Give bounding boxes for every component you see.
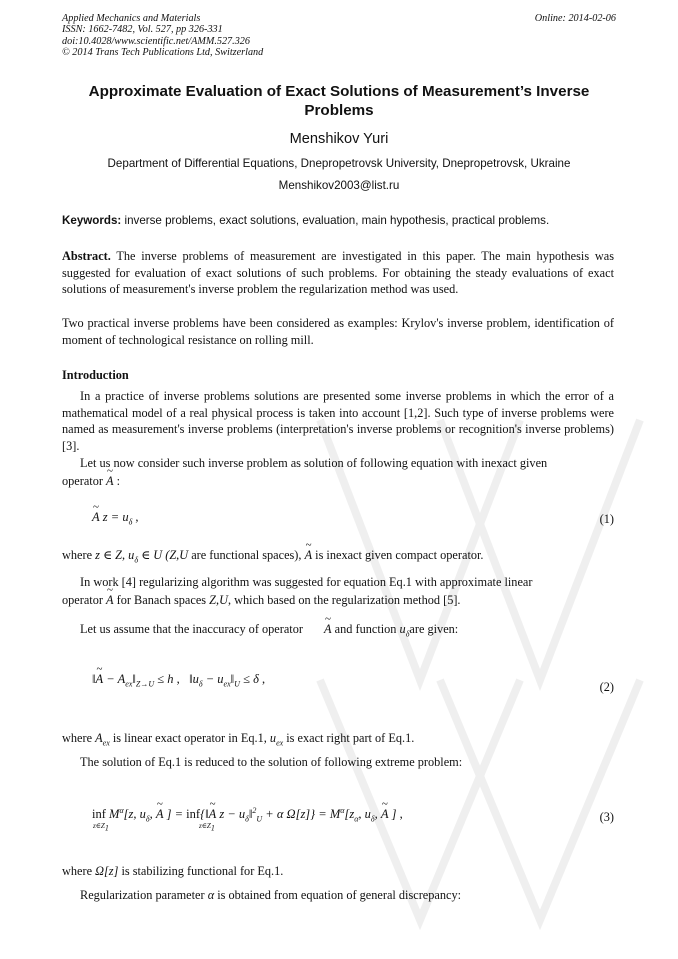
math-operator-A: ~ A <box>106 474 114 489</box>
inf-subscript-1: $z\in Z_1$ <box>93 822 109 833</box>
author-name: Menshikov Yuri <box>289 131 389 147</box>
intro-paragraph-1: In a practice of inverse problems solutions are presented some inverse problems in which the error of a mathematical model of a real physical process is taken into account [1,2]. Such type of inverse problems were named as measurement's inverse problems (interpretation's inverse problems or recognition's inverse problems) [3]. <box>62 389 614 453</box>
section-heading-introduction: Introduction <box>62 368 129 382</box>
keywords-text: inverse problems, exact solutions, evaluation, main hypothesis, practical problems. <box>121 214 550 227</box>
intro-paragraph-6: Regularization parameter α is obtained from equation of general discrepancy: <box>80 888 462 902</box>
equation-2: ‖~ $A - A_{ex}‖_{Z\to U} \le h$ , $‖u_\delta$ − $u_{ex}‖_U \le \delta$ , <box>92 672 265 689</box>
author-email[interactable]: Menshikov2003@list.ru <box>278 179 400 192</box>
journal-name: Applied Mechanics and Materials <box>62 13 201 24</box>
inf-subscript-2: $z\in Z_1$ <box>199 822 215 833</box>
author-affiliation: Department of Differential Equations, Dnepropetrovsk University, Dnepropetrovsk, Ukraine <box>107 157 571 170</box>
where-line-3: where Ω[z] is stabilizing functional for Eq.1. <box>62 864 284 878</box>
operator-banach-line: operator ~ A for Banach spaces Z,U, which based on the regularization method [5]. <box>62 593 614 608</box>
abstract-text: The inverse problems of measurement are investigated in this paper. The main hypothesis was suggested for evaluation of exact solutions of such problems. For obtaining the steady evaluations of exact solutions of measurement's inverse problem the regularization method was used. <box>62 249 614 297</box>
copyright-line: © 2014 Trans Tech Publications Ltd, Switzerland <box>62 46 264 58</box>
journal-header <box>62 13 263 58</box>
intro-paragraph-3: In work [4] regularizing algorithm was suggested for equation Eq.1 with approximate linear <box>80 575 533 589</box>
where-line-2: where $A_{ex}$ is linear exact operator in Eq.1, $u_{ex}$ is exact right part of Eq.1. <box>62 731 415 748</box>
where-line-1: where z ∈ Z, $u_\delta$ ∈ U (Z,U are functional spaces), ~ A is inexact given compact operator. <box>62 548 614 564</box>
equation-2-number: (2) <box>599 680 614 694</box>
abstract <box>62 248 614 298</box>
intro-paragraph-5: The solution of Eq.1 is reduced to the solution of following extreme problem: <box>80 755 463 769</box>
math-spaces: z ∈ Z, $u_\delta$ ∈ U (Z,U <box>95 548 192 565</box>
keywords-label: Keywords: <box>62 214 122 227</box>
equation-3-number: (3) <box>599 810 614 824</box>
doi-line: doi:10.4028/www.scientific.net/AMM.527.326 <box>62 35 250 47</box>
abstract-label: Abstract. <box>62 249 111 263</box>
abstract-text-2: Two practical inverse problems have been considered as examples: Krylov's inverse problem, identification of moment of technological resistance on rolling mill. <box>62 316 614 347</box>
equation-1-number: (1) <box>599 512 614 526</box>
equation-3: inf $M^\alpha[z$, $u_\delta$, ~ A ] = inf{‖~ A $z - u_\delta‖^2_U + \alpha$ $\Omega[z]\} = M^\alpha[z_\alpha$, $u_\delta$, ~ A ] , <box>92 806 403 824</box>
operator-line: operator ~ A : <box>62 474 614 489</box>
online-date: Online: 2014-02-06 <box>534 13 616 24</box>
keywords <box>62 214 622 227</box>
equation-1: ~ A $z = u_\delta$ , <box>92 510 139 527</box>
intro-paragraph-2: Let us now consider such inverse problem as solution of following equation with inexact given <box>80 456 548 470</box>
paper-title: Approximate Evaluation of Exact Solutions of Measurement’s Inverse Problems <box>88 83 590 119</box>
intro-paragraph-4: Let us assume that the inaccuracy of operator ~ A and function $u_\delta are$ given: <box>62 622 614 638</box>
issn-line: ISSN: 1662-7482, Vol. 527, pp 326-331 <box>62 24 223 36</box>
